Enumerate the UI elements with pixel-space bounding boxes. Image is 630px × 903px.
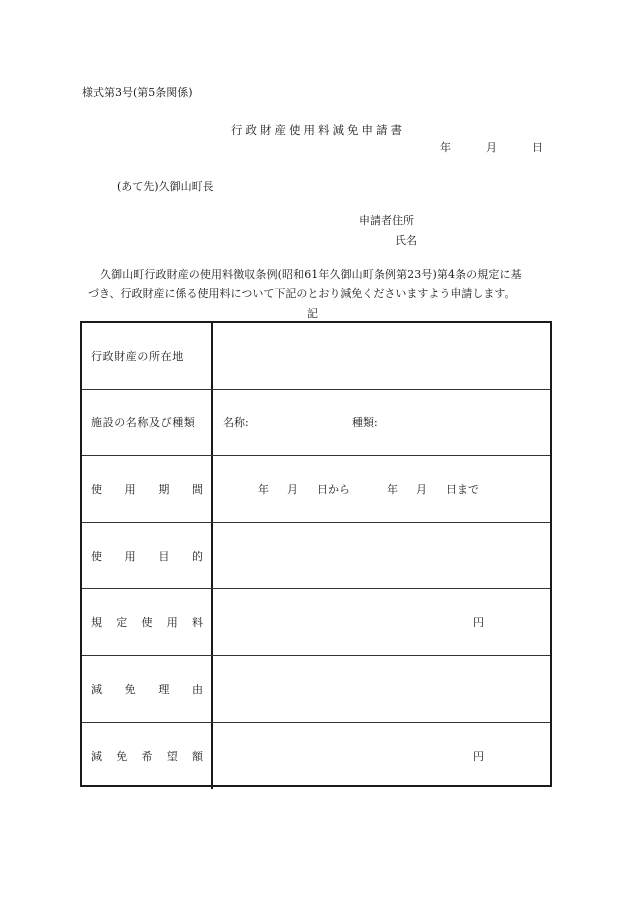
period-from-day: 日から (317, 482, 350, 496)
applicant-address-label: 申請者住所 (359, 214, 414, 227)
purpose-label (91, 548, 203, 564)
applicant-name-label: 氏名 (395, 234, 417, 247)
fee-value-cell[interactable] (213, 589, 550, 655)
label-char: 使 (91, 549, 102, 563)
label-char: 減 (91, 749, 102, 763)
amount-label (91, 748, 203, 764)
label-char: 希 (141, 749, 153, 763)
body-text-line-1: 久御山町行政財産の使用料徴収条例(昭和61年久御山町条例第23号)第4条の規定に基 (100, 268, 522, 281)
label-char: 料 (192, 616, 203, 630)
label-char: 的 (191, 549, 203, 563)
reason-value-cell[interactable] (213, 656, 550, 722)
label-char: 額 (192, 749, 203, 763)
table-row-purpose (82, 523, 550, 590)
label-cell (82, 723, 213, 790)
document-title: 行政財産使用料減免申請書 (231, 123, 405, 137)
period-value-cell[interactable] (213, 456, 550, 522)
label-char: 使 (91, 482, 102, 496)
label-char: 減 (91, 682, 102, 696)
ki-heading: 記 (307, 307, 318, 320)
facility-label: 施設の名称及び種類 (91, 416, 196, 430)
label-char: 規 (91, 616, 102, 630)
facility-type-label: 種類: (352, 416, 378, 430)
period-to-year: 年 (387, 482, 398, 496)
date-year: 年 (440, 141, 451, 154)
label-char: 定 (116, 616, 128, 630)
label-char: 免 (116, 749, 128, 763)
date-day: 日 (532, 141, 543, 154)
table-row-reason (82, 656, 550, 723)
purpose-value-cell[interactable] (213, 523, 550, 589)
label-cell (82, 323, 213, 389)
fee-unit: 円 (473, 616, 484, 630)
period-from-month: 月 (287, 482, 298, 496)
label-char: 期 (158, 482, 170, 496)
reason-label (91, 681, 203, 697)
label-char: 用 (166, 616, 178, 630)
period-from-year: 年 (258, 482, 269, 496)
amount-unit: 円 (473, 749, 484, 763)
form-number: 様式第3号(第5条関係) (82, 86, 193, 99)
period-label (91, 481, 203, 497)
amount-value-cell[interactable] (213, 723, 550, 790)
period-to-month: 月 (416, 482, 427, 496)
label-char: 間 (191, 482, 203, 496)
label-cell (82, 456, 213, 522)
location-label: 行政財産の所在地 (91, 349, 184, 363)
label-char: 理 (158, 682, 170, 696)
label-char: 望 (166, 749, 178, 763)
table-row-period (82, 456, 550, 523)
application-table (80, 321, 552, 787)
label-cell (82, 390, 213, 456)
date-line (440, 139, 543, 155)
label-char: 用 (124, 549, 136, 563)
fee-label (91, 614, 203, 630)
body-text-line-2: づき、行政財産に係る使用料について下記のとおり減免くださいますよう申請します。 (88, 287, 516, 300)
date-month: 月 (486, 141, 497, 154)
label-char: 用 (124, 482, 136, 496)
table-row-location (82, 323, 550, 390)
label-cell (82, 523, 213, 589)
table-row-amount (82, 723, 550, 790)
label-char: 目 (158, 549, 170, 563)
location-value-cell[interactable] (213, 323, 550, 389)
facility-value-cell[interactable] (213, 390, 550, 456)
addressee: (あて先)久御山町長 (117, 180, 214, 193)
table-row-fee (82, 589, 550, 656)
label-char: 使 (141, 616, 153, 630)
label-cell (82, 589, 213, 655)
label-cell (82, 656, 213, 722)
label-char: 免 (124, 682, 136, 696)
table-row-facility (82, 390, 550, 457)
facility-name-label: 名称: (223, 416, 249, 430)
period-to-day: 日まで (446, 482, 479, 496)
label-char: 由 (191, 682, 203, 696)
